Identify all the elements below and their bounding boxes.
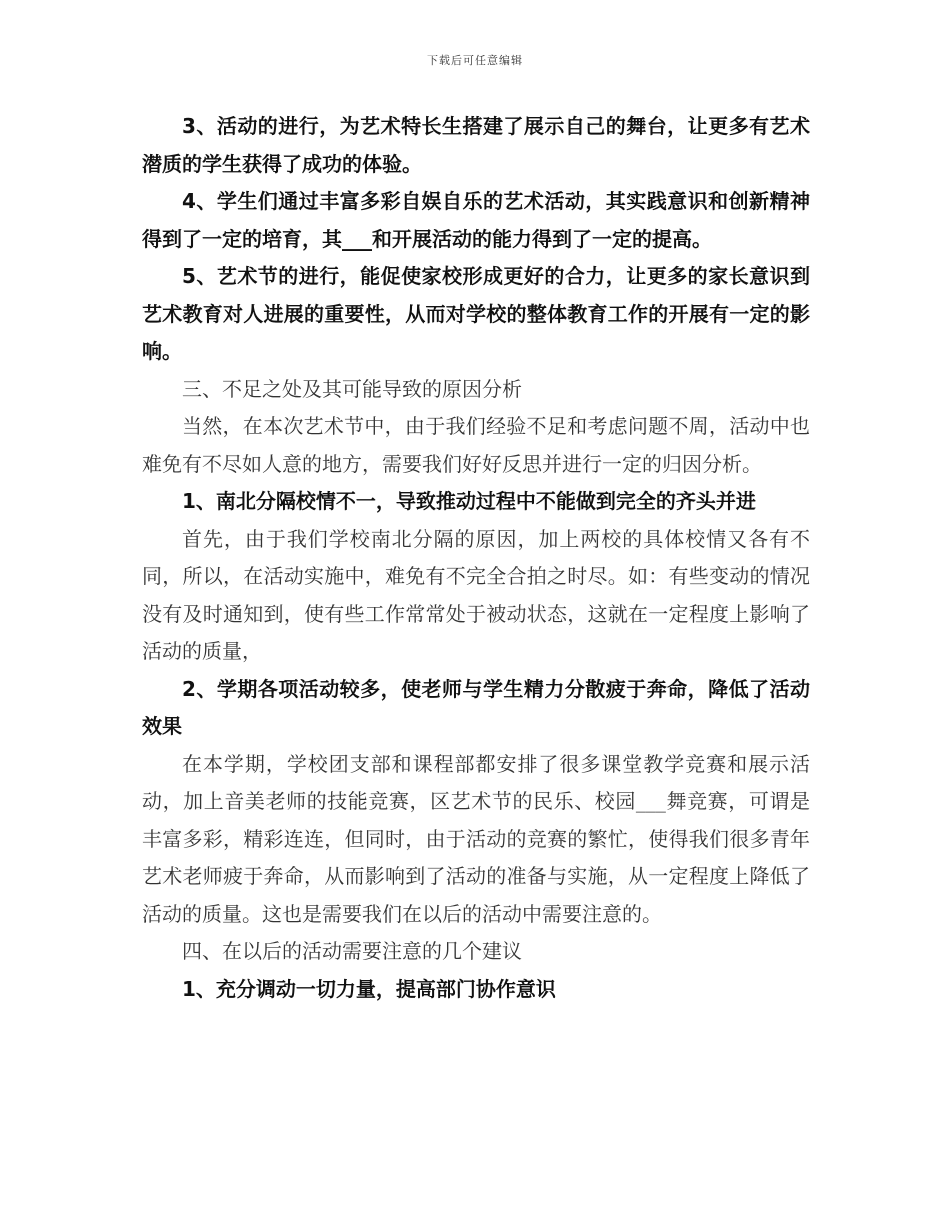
subheading-1: 1、南北分隔校情不一，导致推动过程中不能做到完全的齐头并进 <box>182 489 756 513</box>
section-heading-3: 三、不足之处及其可能导致的原因分析 <box>182 376 522 401</box>
paragraph-1: 3、活动的进行，为艺术特长生搭建了展示自己的舞台，让更多有艺术潜质的学生获得了成功的体验。 <box>142 114 810 176</box>
paragraph-2: 4、学生们通过丰富多彩自娱自乐的艺术活动，其实践意识和创新精神得到了一定的培育，其___和开展活动的能力得到了一定的提高。 <box>142 189 810 251</box>
paragraph-3: 5、艺术节的进行，能促使家校形成更好的合力，让更多的家长意识到艺术教育对人进展的重要性，从而对学校的整体教育工作的开展有一定的影响。 <box>142 264 810 363</box>
subheading-2: 2、学期各项活动较多，使老师与学生精力分散疲于奔命，降低了活动效果 <box>142 676 810 738</box>
paragraph-5: 首先，由于我们学校南北分隔的原因，加上两校的具体校情又各有不同，所以，在活动实施中，难免有不完全合拍之时尽。如：有些变动的情况没有及时通知到，使有些工作常常处于被动状态，这就在一定程度上影响了活动的质量， <box>142 526 810 663</box>
document-body <box>142 108 810 1008</box>
page-header: 下载后可任意编辑 <box>427 54 523 67</box>
paragraph-6: 在本学期，学校团支部和课程部都安排了很多课堂教学竞赛和展示活动，加上音美老师的技能竞赛，区艺术节的民乐、校园___舞竞赛，可谓是丰富多彩，精彩连连，但同时，由于活动的竞赛的繁忙，使得我们很多青年艺术老师疲于奔命，从而影响到了活动的准备与实施，从一定程度上降低了活动的质量。这也是需要我们在以后的活动中需要注意的。 <box>142 751 810 926</box>
section-heading-4: 四、在以后的活动需要注意的几个建议 <box>182 939 522 963</box>
paragraph-4: 当然，在本次艺术节中，由于我们经验不足和考虑问题不周，活动中也难免有不尽如人意的地方，需要我们好好反思并进行一定的归因分析。 <box>142 414 810 476</box>
subheading-3: 1、充分调动一切力量，提高部门协作意识 <box>182 976 556 1001</box>
